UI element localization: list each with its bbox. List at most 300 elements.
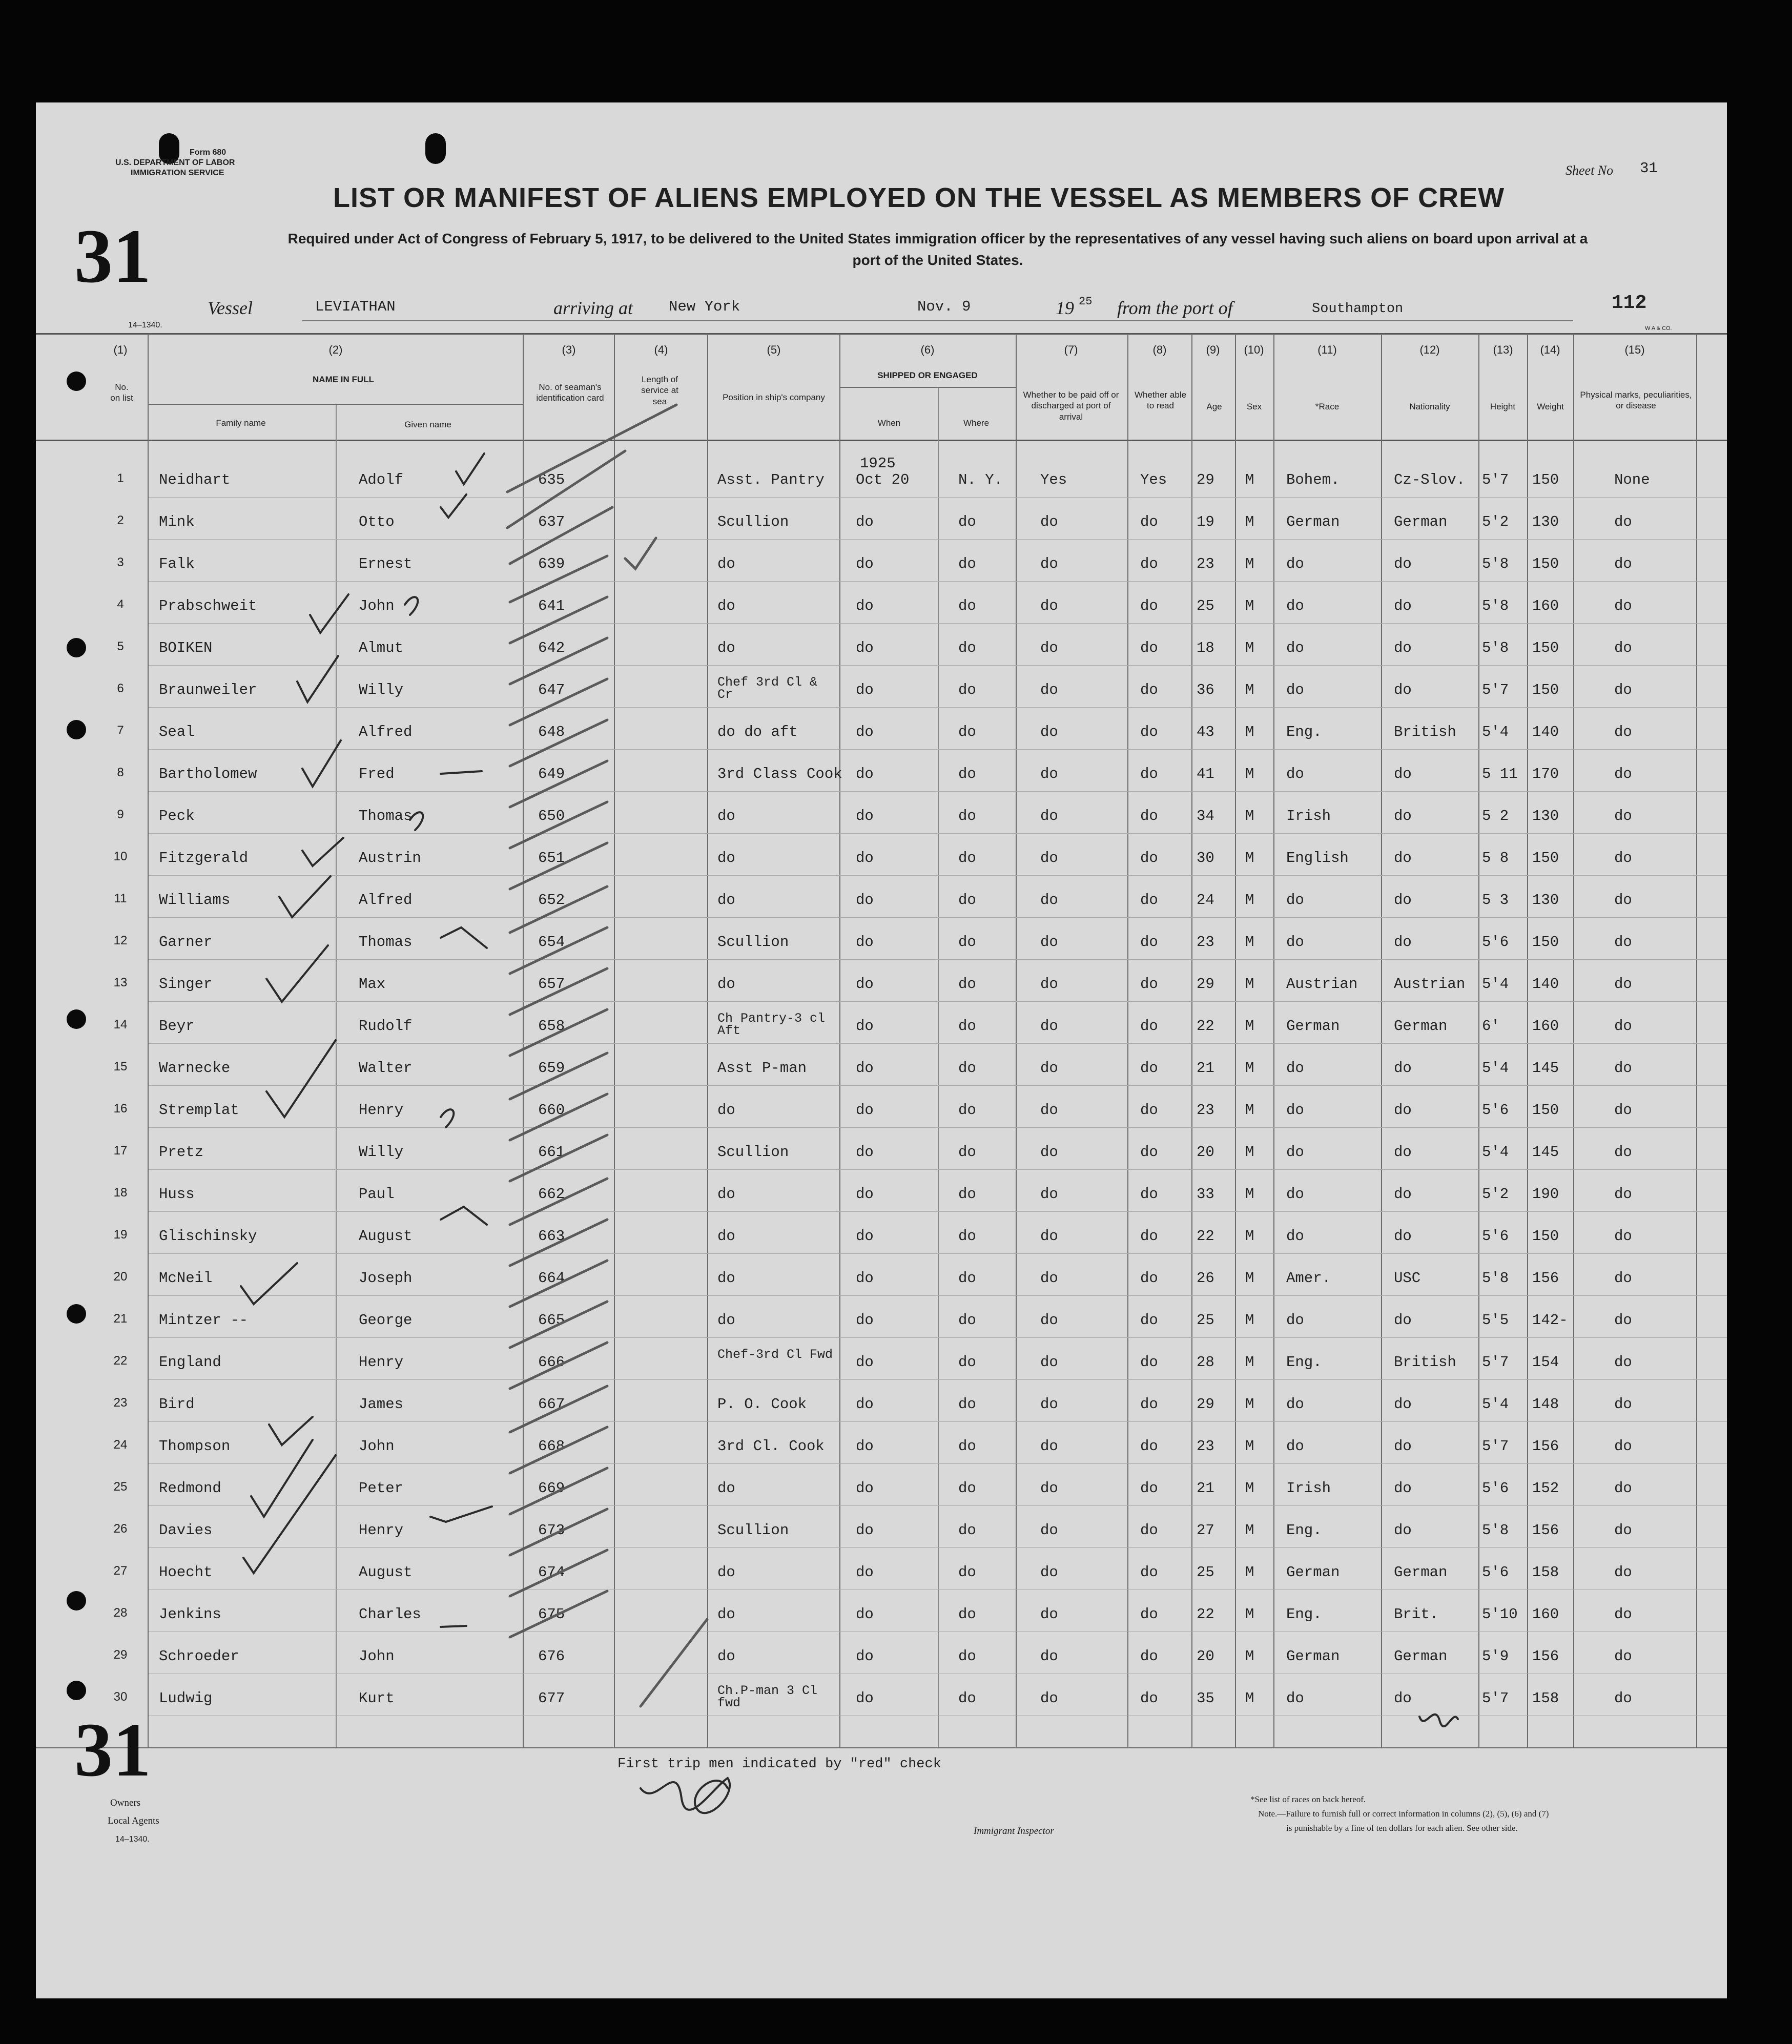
cell-marks: do [1614,597,1632,614]
cell-card: 651 [538,850,565,866]
cell-weight: 150 [1532,639,1559,656]
cell-weight: 150 [1532,555,1559,572]
pencil-tick [510,1009,607,1056]
cell-no: 25 [113,1480,128,1494]
pencil-tick [507,405,676,492]
cell-paid: do [1040,808,1058,824]
cell-race: Irish [1286,1480,1331,1497]
cell-weight: 160 [1532,597,1559,614]
cell-age: 20 [1197,1648,1214,1665]
cell-paid: do [1040,1270,1058,1287]
header-where: Where [963,418,990,428]
footer-form-code: 14–1340. [115,1835,150,1844]
cell-sex: M [1245,1102,1254,1119]
cell-paid: do [1040,1564,1058,1581]
cell-where: do [958,513,976,530]
header-age: Age [1206,402,1222,411]
cell-marks: do [1614,513,1632,530]
cell-card: 637 [538,513,565,530]
cell-nationality: do [1394,1522,1412,1539]
cell-paid: do [1040,1102,1058,1119]
cell-when: do [856,597,874,614]
cell-age: 23 [1197,555,1214,572]
col-number: (7) [1064,343,1078,356]
cell-where: do [958,1480,976,1497]
cell-family: Mintzer -- [159,1312,249,1329]
cell-given: James [359,1396,404,1413]
cell-height: 5'4 [1482,976,1509,993]
cell-card: 668 [538,1438,565,1455]
pencil-tick [510,968,607,1015]
page-title: LIST OR MANIFEST OF ALIENS EMPLOYED ON THE VESSEL AS MEMBERS OF CREW [333,182,1505,213]
cell-where: do [958,1522,976,1539]
cell-marks: do [1614,1018,1632,1035]
cell-paid: do [1040,597,1058,614]
cell-height: 5'6 [1482,934,1509,951]
cell-when: do [856,850,874,866]
cell-given: Thomas [359,934,413,951]
cell-position: do [717,597,735,614]
cell-height: 5 3 [1482,892,1509,909]
cell-where: do [958,1228,976,1245]
cell-marks: do [1614,1564,1632,1581]
cell-read: do [1140,1564,1158,1581]
cell-position: P. O. Cook [717,1396,807,1413]
cell-card: 660 [538,1102,565,1119]
cell-nationality: do [1394,555,1412,572]
cell-sex: M [1245,1606,1254,1623]
col-number: (11) [1317,343,1337,356]
header-height: Height [1490,402,1516,411]
cell-family: Bird [159,1396,195,1413]
cell-no: 2 [117,513,124,527]
cell-card: 669 [538,1480,565,1497]
cell-position: do [717,1102,735,1119]
cell-marks: do [1614,976,1632,993]
cell-when: do [856,976,874,993]
cell-paid: do [1040,1480,1058,1497]
manifest-sheet [36,102,1727,1998]
vessel-label: Vessel [208,298,253,318]
cell-age: 23 [1197,1438,1214,1455]
cell-position: Scullion [717,1522,789,1539]
cell-height: 5'4 [1482,724,1509,740]
cell-when: do [856,1648,874,1665]
cell-position: do [717,1270,735,1287]
cell-weight: 130 [1532,892,1559,909]
cell-when: do [856,1018,874,1035]
pencil-tick [510,556,607,602]
cell-given: Thomas [359,808,413,824]
cell-family: Garner [159,934,213,951]
cell-card: 673 [538,1522,565,1539]
dash-mark [441,771,482,774]
cell-read: Yes [1140,471,1167,488]
cell-sex: M [1245,639,1254,656]
arriving-label: arriving at [553,298,633,318]
cell-no: 18 [113,1186,128,1200]
cell-no: 21 [113,1312,128,1326]
cell-race: do [1286,1060,1304,1077]
cell-read: do [1140,1480,1158,1497]
cell-card: 665 [538,1312,565,1329]
check-mark [266,1040,336,1117]
cell-family: Glischinsky [159,1228,257,1245]
cell-given: Ernest [359,555,413,572]
cell-sex: M [1245,976,1254,993]
cell-age: 26 [1197,1270,1214,1287]
cell-age: 28 [1197,1354,1214,1371]
cell-where: do [958,1102,976,1119]
cell-position: do [717,850,735,866]
cell-sex: M [1245,1396,1254,1413]
cell-marks: do [1614,1354,1632,1371]
cell-given: Peter [359,1480,404,1497]
cell-nationality: do [1394,1144,1412,1161]
check-mark [297,656,338,702]
cell-sex: M [1245,1438,1254,1455]
cell-weight: 142- [1532,1312,1568,1329]
cell-read: do [1140,639,1158,656]
cell-marks: do [1614,682,1632,698]
cell-card: 675 [538,1606,565,1623]
cell-weight: 170 [1532,766,1559,782]
cell-sex: M [1245,1270,1254,1287]
col-number: (5) [767,343,781,356]
cell-read: do [1140,1060,1158,1077]
cell-where: do [958,1564,976,1581]
cell-paid: do [1040,1228,1058,1245]
cell-paid: do [1040,1396,1058,1413]
cell-weight: 158 [1532,1690,1559,1707]
cell-card: 666 [538,1354,565,1371]
cell-card: 647 [538,682,565,698]
cell-card: 648 [538,724,565,740]
pencil-tick [510,843,607,889]
cell-weight: 156 [1532,1270,1559,1287]
cell-nationality: do [1394,808,1412,824]
cell-position: do do aft [717,724,798,740]
cell-read: do [1140,934,1158,951]
pencil-tick [510,1302,607,1348]
cell-no: 8 [117,766,124,779]
col-number: (6) [920,343,935,356]
pencil-tick [510,1468,607,1514]
cell-given: George [359,1312,413,1329]
cell-given: Willy [359,682,404,698]
col-number: (10) [1244,343,1264,356]
cell-age: 34 [1197,808,1214,824]
cell-family: Jenkins [159,1606,221,1623]
cell-age: 22 [1197,1018,1214,1035]
cell-given: Alfred [359,724,413,740]
cell-nationality: do [1394,1228,1412,1245]
cell-race: do [1286,1396,1304,1413]
requirement-line-1: Required under Act of Congress of February 5, 1917, to be delivered to the United States immigration officer by the representatives of any vessel having such aliens on board upon arrival at a [287,231,1588,246]
pencil-tick [510,1135,607,1181]
cell-family: Beyr [159,1018,195,1035]
dash-mark [441,1207,487,1225]
pencil-tick [510,1343,607,1389]
cell-weight: 130 [1532,808,1559,824]
check-mark [241,1263,297,1304]
cell-when: do [856,1060,874,1077]
cell-card: 667 [538,1396,565,1413]
cell-when: do [856,1396,874,1413]
cell-read: do [1140,1438,1158,1455]
cell-no: 19 [113,1228,128,1242]
cell-given: Joseph [359,1270,413,1287]
cell-where: do [958,1438,976,1455]
cell-marks: None [1614,471,1650,488]
cell-when: do [856,892,874,909]
cell-height: 5'9 [1482,1648,1509,1665]
check-mark [441,1109,454,1127]
cell-race: Eng. [1286,1522,1322,1539]
cell-paid: do [1040,934,1058,951]
cell-height: 5'4 [1482,1396,1509,1413]
cell-weight: 145 [1532,1144,1559,1161]
cell-sex: M [1245,682,1254,698]
cell-position: do [717,555,735,572]
cell-height: 5'8 [1482,1270,1509,1287]
cell-weight: 140 [1532,724,1559,740]
cell-read: do [1140,1186,1158,1203]
cell-no: 1 [117,471,124,485]
cell-given: Paul [359,1186,395,1203]
cell-card: 664 [538,1270,565,1287]
cell-given: Adolf [359,471,404,488]
cell-age: 43 [1197,724,1214,740]
cell-race: do [1286,1312,1304,1329]
cell-weight: 156 [1532,1648,1559,1665]
col-number: (9) [1206,343,1220,356]
cell-race: do [1286,639,1304,656]
cell-age: 21 [1197,1480,1214,1497]
cell-height: 5'6 [1482,1228,1509,1245]
cell-nationality: British [1394,1354,1456,1371]
pencil-tick [510,1386,607,1432]
cell-height: 5'5 [1482,1312,1509,1329]
cell-family: Seal [159,724,195,740]
cell-paid: do [1040,850,1058,866]
cell-weight: 150 [1532,471,1559,488]
cell-read: do [1140,597,1158,614]
cell-age: 22 [1197,1228,1214,1245]
cell-paid: do [1040,1186,1058,1203]
cell-race: Amer. [1286,1270,1331,1287]
cell-position: 3rd Cl. Cook [717,1438,825,1455]
cell-no: 24 [113,1438,128,1452]
cell-nationality: German [1394,1648,1448,1665]
cell-given: August [359,1228,413,1245]
cell-nationality: do [1394,934,1412,951]
cell-read: do [1140,1018,1158,1035]
cell-family: Prabschweit [159,597,257,614]
cell-no: 22 [113,1354,128,1368]
inspector-label: Immigrant Inspector [974,1826,1054,1836]
cell-paid: do [1040,1522,1058,1539]
cell-read: do [1140,1102,1158,1119]
header-nationality: Nationality [1409,402,1450,411]
header-position: Position in ship's company [723,393,825,402]
check-mark [405,597,418,615]
cell-sex: M [1245,808,1254,824]
cell-when: do [856,1480,874,1497]
cell-given: John [359,1438,395,1455]
cell-family: Singer [159,976,213,993]
cell-age: 27 [1197,1522,1214,1539]
cell-height: 5'2 [1482,1186,1509,1203]
cell-race: do [1286,597,1304,614]
cell-when: do [856,808,874,824]
cell-given: Rudolf [359,1018,413,1035]
pencil-tick [510,1509,607,1555]
cell-family: Neidhart [159,471,231,488]
cell-sex: M [1245,1690,1254,1707]
cell-paid: do [1040,513,1058,530]
cell-family: Stremplat [159,1102,239,1119]
dash-mark [441,1626,466,1627]
cell-age: 22 [1197,1606,1214,1623]
cell-where: do [958,1396,976,1413]
pencil-tick [510,597,607,643]
cell-family: England [159,1354,221,1371]
year-annotation: 1925 [860,455,896,472]
cell-marks: do [1614,1396,1632,1413]
cell-read: do [1140,1648,1158,1665]
cell-where: do [958,1144,976,1161]
cell-given: Henry [359,1522,404,1539]
cell-marks: do [1614,555,1632,572]
cell-weight: 156 [1532,1438,1559,1455]
cell-when: do [856,1144,874,1161]
cell-nationality: do [1394,1690,1412,1707]
pencil-tick [510,1179,607,1225]
cell-race: do [1286,555,1304,572]
cell-race: German [1286,1018,1340,1035]
cell-marks: do [1614,1228,1632,1245]
cell-weight: 152 [1532,1480,1559,1497]
cell-read: do [1140,808,1158,824]
cell-given: Walter [359,1060,413,1077]
cell-given: Henry [359,1102,404,1119]
cell-age: 29 [1197,471,1214,488]
cell-race: do [1286,1228,1304,1245]
cell-race: do [1286,1102,1304,1119]
cell-weight: 148 [1532,1396,1559,1413]
check-mark [430,1506,492,1522]
cell-nationality: do [1394,850,1412,866]
cell-when: Oct 20 [856,471,910,488]
cell-weight: 145 [1532,1060,1559,1077]
penalty-note-1: Note.—Failure to furnish full or correct information in columns (2), (5), (6) and (7) [1258,1809,1549,1819]
year-suffix: 25 [1079,295,1093,308]
cell-marks: do [1614,1270,1632,1287]
cell-height: 5'7 [1482,682,1509,698]
cell-given: John [359,597,395,614]
col-number: (12) [1419,343,1440,356]
pencil-tick [510,761,607,807]
cell-sex: M [1245,850,1254,866]
cell-height: 5'4 [1482,1144,1509,1161]
cell-paid: do [1040,1018,1058,1035]
cell-when: do [856,1228,874,1245]
first-trip-note: First trip men indicated by "red" check [617,1757,941,1772]
cell-nationality: do [1394,1060,1412,1077]
cell-when: do [856,1438,874,1455]
cell-marks: do [1614,1480,1632,1497]
cell-card: 635 [538,471,565,488]
department-name: U.S. DEPARTMENT OF LABOR [115,158,235,167]
departure-port: Southampton [1312,301,1404,317]
cell-family: Braunweiler [159,682,257,698]
cell-age: 20 [1197,1144,1214,1161]
dash-mark [441,927,487,948]
cell-card: 657 [538,976,565,993]
cell-read: do [1140,555,1158,572]
cell-when: do [856,724,874,740]
cell-weight: 150 [1532,1228,1559,1245]
cell-position: do [717,1648,735,1665]
cell-family: Thompson [159,1438,231,1455]
cell-given: Henry [359,1354,404,1371]
pencil-tick [510,1261,607,1307]
cell-family: Williams [159,892,231,909]
cell-height: 5 2 [1482,808,1509,824]
year-prefix: 19 [1056,298,1074,318]
races-note: *See list of races on back hereof. [1250,1794,1366,1804]
cell-age: 25 [1197,1312,1214,1329]
cell-where: do [958,639,976,656]
cell-given: Otto [359,513,395,530]
cell-nationality: do [1394,1480,1412,1497]
cell-height: 5'2 [1482,513,1509,530]
cell-position: do [717,1606,735,1623]
cell-age: 35 [1197,1690,1214,1707]
cell-paid: do [1040,682,1058,698]
header-id-card: No. of seaman's identification card [536,382,604,403]
cell-where: do [958,1648,976,1665]
cell-paid: do [1040,1690,1058,1707]
cell-nationality: USC [1394,1270,1421,1287]
cell-marks: do [1614,1690,1632,1707]
cell-family: Falk [159,555,195,572]
cell-family: Mink [159,513,195,530]
cell-height: 5'6 [1482,1564,1509,1581]
check-mark [410,812,423,830]
cell-race: Austrian [1286,976,1358,993]
cell-race: do [1286,766,1304,782]
cell-card: 654 [538,934,565,951]
pencil-tick [510,1550,607,1596]
cell-sex: M [1245,1018,1254,1035]
check-mark [269,1417,313,1445]
pencil-tick [510,1427,607,1473]
cell-race: Bohem. [1286,471,1340,488]
form-code: 14–1340. [128,321,162,329]
check-mark [441,494,466,518]
cell-where: do [958,682,976,698]
cell-card: 639 [538,555,565,572]
arrival-date: Nov. 9 [917,298,971,315]
header-length-service: Length of service at sea [641,375,678,406]
cell-age: 24 [1197,892,1214,909]
cell-age: 29 [1197,976,1214,993]
cell-race: German [1286,513,1340,530]
cell-weight: 140 [1532,976,1559,993]
cell-nationality: do [1394,1186,1412,1203]
